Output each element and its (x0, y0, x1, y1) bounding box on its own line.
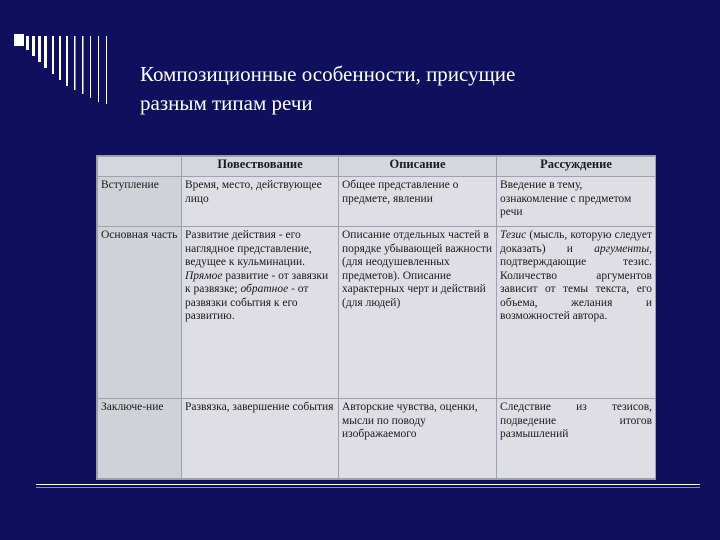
cell-main-narration (182, 227, 339, 399)
main-description-text2: Описание характерных черт и действий (для людей) (342, 269, 486, 309)
row-label-conclusion: Заключе-ние (98, 399, 182, 479)
slide-title-line2: разным типам речи (140, 91, 313, 115)
main-description-text1: Описание отдельных частей в порядке убывающей важности (для неодушевленных предметов). (342, 229, 493, 282)
table-row-main (98, 227, 656, 399)
table-row-conclusion (98, 399, 656, 479)
cell-main-description (339, 227, 497, 399)
main-narration-text1: Развитие действия - его наглядное представление, ведущее к кульминации. (185, 229, 312, 268)
main-reasoning-thesis-em: Тезис (500, 229, 527, 241)
composition-table (96, 155, 656, 480)
main-narration-text2: развитие - от завязки к развязке; (185, 269, 329, 295)
main-reasoning-text1: (мысль, которую следует доказать) и (500, 229, 652, 255)
main-reasoning-args-em: аргументы, (594, 242, 652, 255)
slide-title (140, 60, 680, 118)
row-label-intro: Вступление (98, 177, 182, 227)
header-narration: Повествование (182, 157, 339, 177)
main-reasoning-text2: подтверждающие тезис. Количество аргументов зависит от темы текста, его объема, желания и возможностей автора. (500, 256, 652, 322)
cell-intro-reasoning: Введение в тему, ознакомление с предметом речи (497, 177, 656, 227)
cell-main-reasoning (497, 227, 656, 399)
cell-intro-description: Общее представление о предмете, явлении (339, 177, 497, 227)
slide-title-line1: Композиционные особенности, присущие (140, 62, 516, 86)
main-narration-reverse-em: обратное (240, 283, 289, 295)
main-narration-direct-em: Прямое (185, 269, 223, 282)
bottom-divider (36, 484, 700, 485)
cell-conclusion-reasoning: Следствие из тезисов, подведение итогов размышлений (497, 399, 656, 479)
cell-conclusion-description: Авторские чувства, оценки, мысли по поводу изображаемого (339, 399, 497, 479)
cell-intro-narration: Время, место, действующее лицо (182, 177, 339, 227)
header-description: Описание (339, 157, 497, 177)
table-header-row (98, 157, 656, 177)
header-reasoning: Рассуждение (497, 157, 656, 177)
table-row-intro (98, 177, 656, 227)
row-label-main: Основная часть (98, 227, 182, 399)
decorative-stripes-icon (14, 34, 124, 104)
header-blank (98, 157, 182, 177)
bottom-divider-secondary (36, 487, 700, 488)
cell-conclusion-narration: Развязка, завершение события (182, 399, 339, 479)
main-narration-text3: - от развязки события к его развитию. (185, 283, 309, 322)
